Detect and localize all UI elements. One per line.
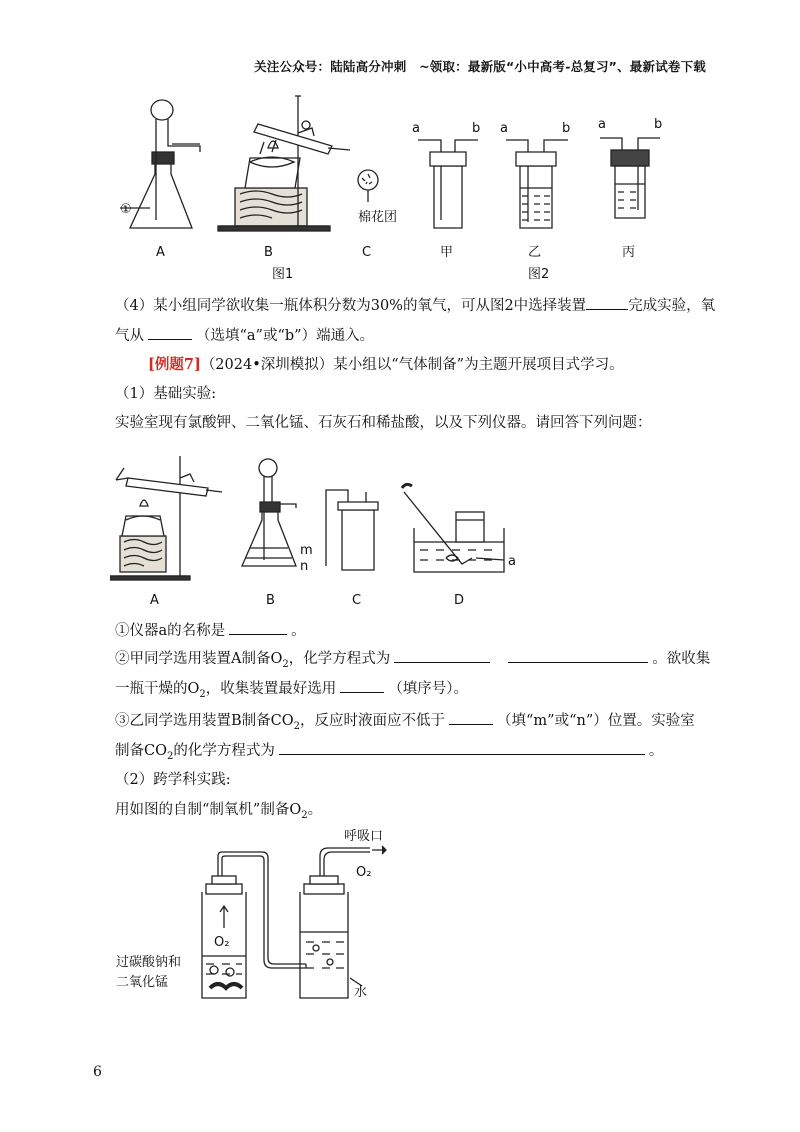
q4-line2: 气从 （选填“a”或“b”）端通入。 xyxy=(115,325,374,346)
answer-blank[interactable] xyxy=(586,295,628,310)
part1-title: （1）基础实验: xyxy=(115,386,217,402)
figure-oxygen-maker xyxy=(110,828,440,1008)
answer-blank[interactable] xyxy=(229,620,287,635)
label-n: n xyxy=(300,559,309,574)
answer-blank[interactable] xyxy=(279,740,645,755)
q2-line2: 一瓶干燥的$O_2$，收集装置最好选用 （填序号）。 xyxy=(115,678,468,705)
answer-blank[interactable] xyxy=(148,325,192,340)
label-D: D xyxy=(454,593,465,608)
q3-line2: 制备$CO_2$的化学方程式为 。 xyxy=(115,740,663,767)
label-circle1: ① xyxy=(120,202,132,217)
page-number: 6 xyxy=(93,1064,102,1080)
page-header: 关注公众号：陆陆高分冲刺 ~领取：最新版“小中高考-总复习”、最新试卷下载 xyxy=(254,59,706,74)
label-bing: 丙 xyxy=(622,245,636,260)
label-outlet: 呼吸口 xyxy=(344,829,384,844)
label-o2-right: O₂ xyxy=(356,865,372,880)
label-water: 水 xyxy=(354,985,368,1000)
figure-apparatus xyxy=(110,448,550,618)
caption-figure2: 图2 xyxy=(528,267,550,282)
example-tag: [例题7] xyxy=(148,356,201,373)
funnel-bulb xyxy=(151,100,173,120)
answer-blank[interactable] xyxy=(449,710,493,725)
caption-figure1: 图1 xyxy=(272,267,294,282)
label-m: m xyxy=(300,543,313,558)
label-B: B xyxy=(266,593,275,608)
q1-line: ①仪器a的名称是 。 xyxy=(115,620,306,641)
label-jia-b: b xyxy=(472,121,481,136)
label-o2-left: O₂ xyxy=(214,935,230,950)
label-bing-a: a xyxy=(598,117,606,132)
q4-line1: （4）某小组同学欲收集一瓶体积分数为30%的氧气，可从图2中选择装置 完成实验，氧 xyxy=(115,295,715,316)
label-a: a xyxy=(508,554,516,569)
label-A: A xyxy=(156,245,165,260)
label-B: B xyxy=(264,245,273,260)
example7-line: [例题7]（2024•深圳模拟）某小组以“气体制备”为主题开展项目式学习。 xyxy=(148,356,624,373)
part2-intro: 用如图的自制“制氧机”制备$O_2$。 xyxy=(115,802,323,821)
part1-intro: 实验室现有氯酸钾、二氧化锰、石灰石和稀盐酸，以及下列仪器。请回答下列问题： xyxy=(115,415,652,431)
q2-line1: ②甲同学选用装置A制备$O_2$，化学方程式为 。欲收集 xyxy=(115,648,710,675)
label-reagent1: 过碳酸钠和 xyxy=(116,955,182,970)
label-reagent2: 二氧化锰 xyxy=(116,975,169,990)
label-yi-b: b xyxy=(562,121,571,136)
answer-blank[interactable] xyxy=(340,678,384,693)
label-yi: 乙 xyxy=(528,245,542,260)
label-jia: 甲 xyxy=(440,245,454,260)
q3-line1: ③乙同学选用装置B制备$CO_2$，反应时液面应不低于 （填“m”或“n”）位置。实验室 xyxy=(115,710,695,737)
label-yi-a: a xyxy=(500,121,508,136)
label-C: C xyxy=(362,245,372,260)
figure-1-2 xyxy=(100,88,700,288)
label-A: A xyxy=(150,593,159,608)
label-bing-b: b xyxy=(654,117,663,132)
label-cotton: 棉花团 xyxy=(358,210,398,225)
answer-blank[interactable] xyxy=(394,648,490,663)
label-jia-a: a xyxy=(412,121,420,136)
label-C: C xyxy=(352,593,362,608)
part2-title: （2）跨学科实践: xyxy=(115,772,231,788)
answer-blank[interactable] xyxy=(508,648,648,663)
